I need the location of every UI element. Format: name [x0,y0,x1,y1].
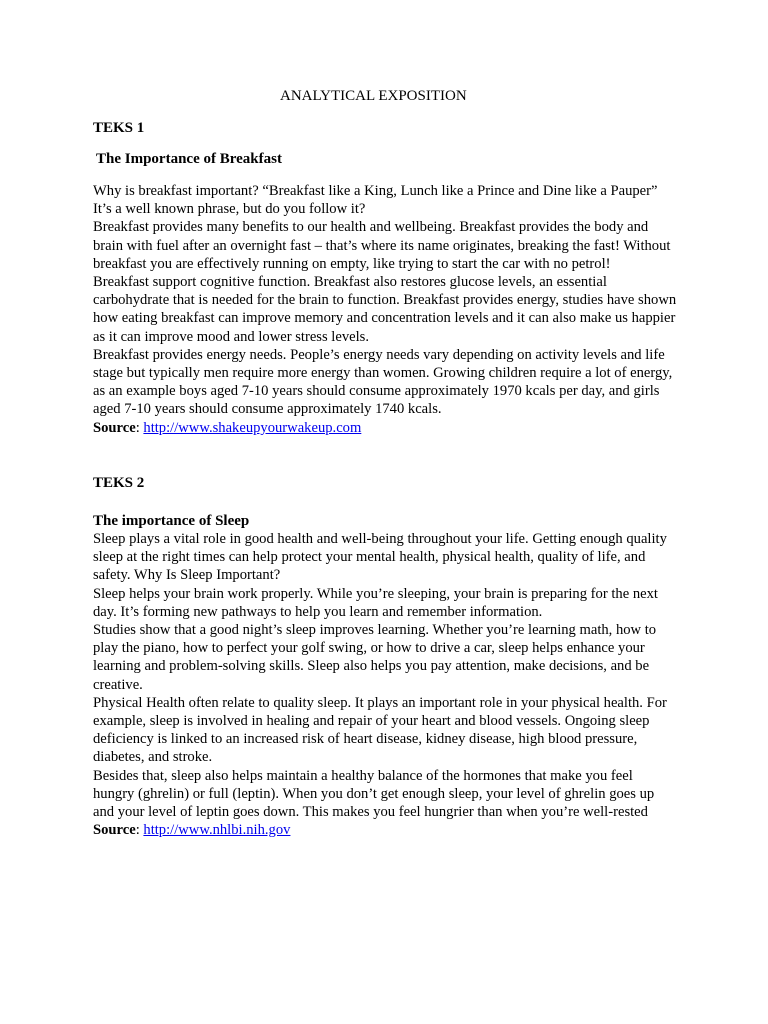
teks1-paragraph-1: Why is breakfast important? “Breakfast like a King, Lunch like a Prince and Dine like a Pauper” It’s a well known phrase, but do you follow it? [93,183,658,218]
teks1-body [93,182,677,437]
teks1-paragraph-3: Breakfast support cognitive function. Breakfast also restores glucose levels, an essential carbohydrate that is needed for the brain to function. Breakfast provides energy, studies have shown how eating breakfast can improve memory and concentration levels and it can also make us happier as it can improve mood and lower stress levels. [93,274,677,345]
document-title: ANALYTICAL EXPOSITION [280,88,467,104]
teks2-paragraph-3: Studies show that a good night’s sleep improves learning. Whether you’re learning math, how to play the piano, how to perfect your golf swing, or how to drive a car, sleep helps enhance your learning and problem-solving skills. Sleep also helps you pay attention, make decisions, and be creative. [93,622,657,693]
teks1-subtitle: The Importance of Breakfast [96,151,282,167]
teks1-source: Source: http://www.shakeupyourwakeup.com [93,419,362,436]
teks1-source-label: Source [93,419,136,436]
teks2-source: Source: http://www.nhlbi.nih.gov [93,822,291,839]
teks2-paragraph-5: Besides that, sleep also helps maintain a healthy balance of the hormones that make you feel hungry (ghrelin) or full (leptin). When you don’t get enough sleep, your level of ghrelin goes up and your level of leptin goes down. This makes you feel hungrier than when you’re well-rested [93,767,655,821]
teks1-label: TEKS 1 [93,120,145,136]
teks2-body [93,530,677,839]
teks2-paragraph-1: Sleep plays a vital role in good health and well-being throughout your life. Getting enough quality sleep at the right times can help protect your mental health, physical health, quality of life, and safety. Why Is Sleep Important? [93,531,667,584]
teks2-paragraph-4: Physical Health often relate to quality sleep. It plays an important role in your physical health. For example, sleep is involved in healing and repair of your heart and blood vessels. Ongoing sleep deficiency is linked to an increased risk of heart disease, kidney disease, high blood pressure, diabetes, and stroke. [93,694,667,766]
teks2-label: TEKS 2 [93,475,145,491]
teks2-subtitle: The importance of Sleep [93,513,250,529]
teks1-source-link[interactable]: http://www.shakeupyourwakeup.com [143,419,362,436]
teks2-source-label: Source [93,822,136,839]
teks2-source-link[interactable]: http://www.nhlbi.nih.gov [143,822,291,839]
teks1-paragraph-2: Breakfast provides many benefits to our health and wellbeing. Breakfast provides the body and brain with fuel after an overnight fast – that’s where its name originates, breaking the fast! Without breakfast you are effectively running on empty, like trying to start the car with no petrol! [93,219,671,272]
teks2-paragraph-2: Sleep helps your brain work properly. While you’re sleeping, your brain is preparing for the next day. It’s forming new pathways to help you learn and remember information. [93,585,658,620]
teks1-paragraph-4: Breakfast provides energy needs. People’s energy needs vary depending on activity levels and life stage but typically men require more energy than women. Growing children require a lot of energy, as an example boys aged 7-10 years should consume approximately 1970 kcals per day, and girls aged 7-10 years should consume approximately 1740 kcals. [93,346,673,418]
